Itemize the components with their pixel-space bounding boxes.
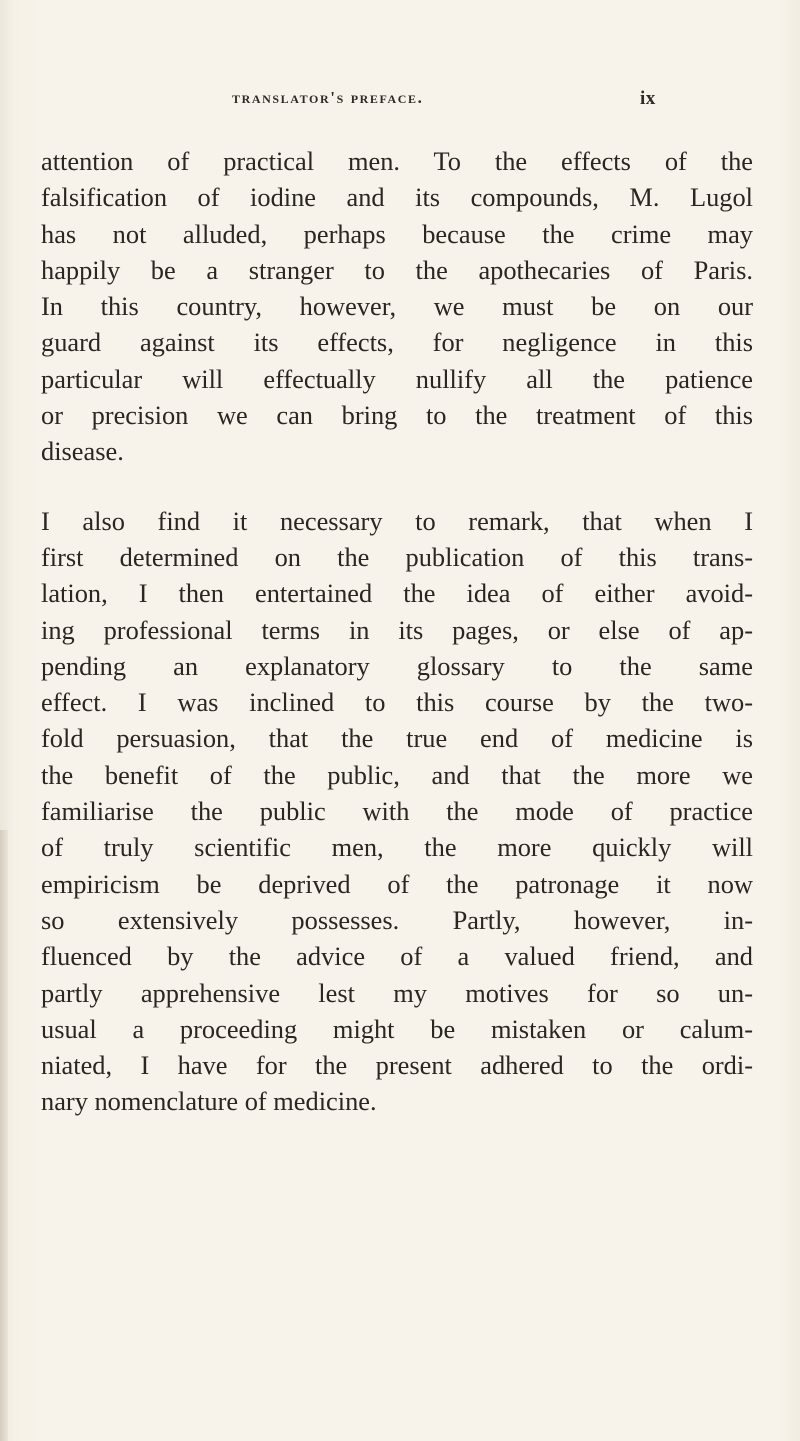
- text-line: of truly scientific men, the more quickly will: [41, 832, 753, 863]
- binding-shadow: [0, 830, 8, 1441]
- text-line: particular will effectually nullify all the patience: [41, 363, 753, 394]
- text-line: fold persuasion, that the true end of medicine is: [41, 723, 753, 754]
- page-number: ix: [640, 88, 656, 109]
- text-line: first determined on the publication of this trans-: [41, 541, 753, 572]
- paragraph-1: [41, 143, 753, 470]
- text-line: attention of practical men. To the effects of the: [41, 146, 753, 176]
- text-line: partly apprehensive lest my motives for so un-: [41, 977, 753, 1008]
- running-title: translator's preface.: [232, 88, 424, 107]
- text-line: In this country, however, we must be on our: [41, 291, 753, 322]
- body-text: [41, 143, 753, 1120]
- text-line: or precision we can bring to the treatment of this: [41, 400, 753, 431]
- text-line: disease.: [41, 436, 124, 467]
- text-line: the benefit of the public, and that the more we: [41, 759, 753, 790]
- text-line: nary nomenclature of medicine.: [41, 1086, 377, 1117]
- text-line: happily be a stranger to the apothecaries of Paris.: [41, 254, 753, 285]
- text-line: has not alluded, perhaps because the crime may: [41, 218, 753, 249]
- text-line: usual a proceeding might be mistaken or calum-: [41, 1013, 753, 1044]
- text-line: guard against its effects, for negligence in this: [41, 327, 753, 358]
- paragraph-2: [41, 503, 753, 1120]
- text-line: fluenced by the advice of a valued friend, and: [41, 941, 753, 972]
- running-head: [0, 88, 800, 118]
- text-line: familiarise the public with the mode of practice: [41, 796, 753, 827]
- text-line: ing professional terms in its pages, or else of ap-: [41, 614, 753, 645]
- text-line: lation, I then entertained the idea of either avoid-: [41, 578, 753, 609]
- text-line: I also find it necessary to remark, that when I: [41, 505, 753, 536]
- text-line: pending an explanatory glossary to the same: [41, 650, 753, 681]
- text-line: empiricism be deprived of the patronage it now: [41, 868, 753, 899]
- text-line: falsification of iodine and its compounds, M. Lugol: [41, 182, 753, 213]
- text-line: effect. I was inclined to this course by the two-: [41, 687, 753, 718]
- text-line: so extensively possesses. Partly, however, in-: [41, 904, 753, 935]
- paragraph-gap: [41, 470, 753, 503]
- text-line: niated, I have for the present adhered to the ordi-: [41, 1050, 753, 1081]
